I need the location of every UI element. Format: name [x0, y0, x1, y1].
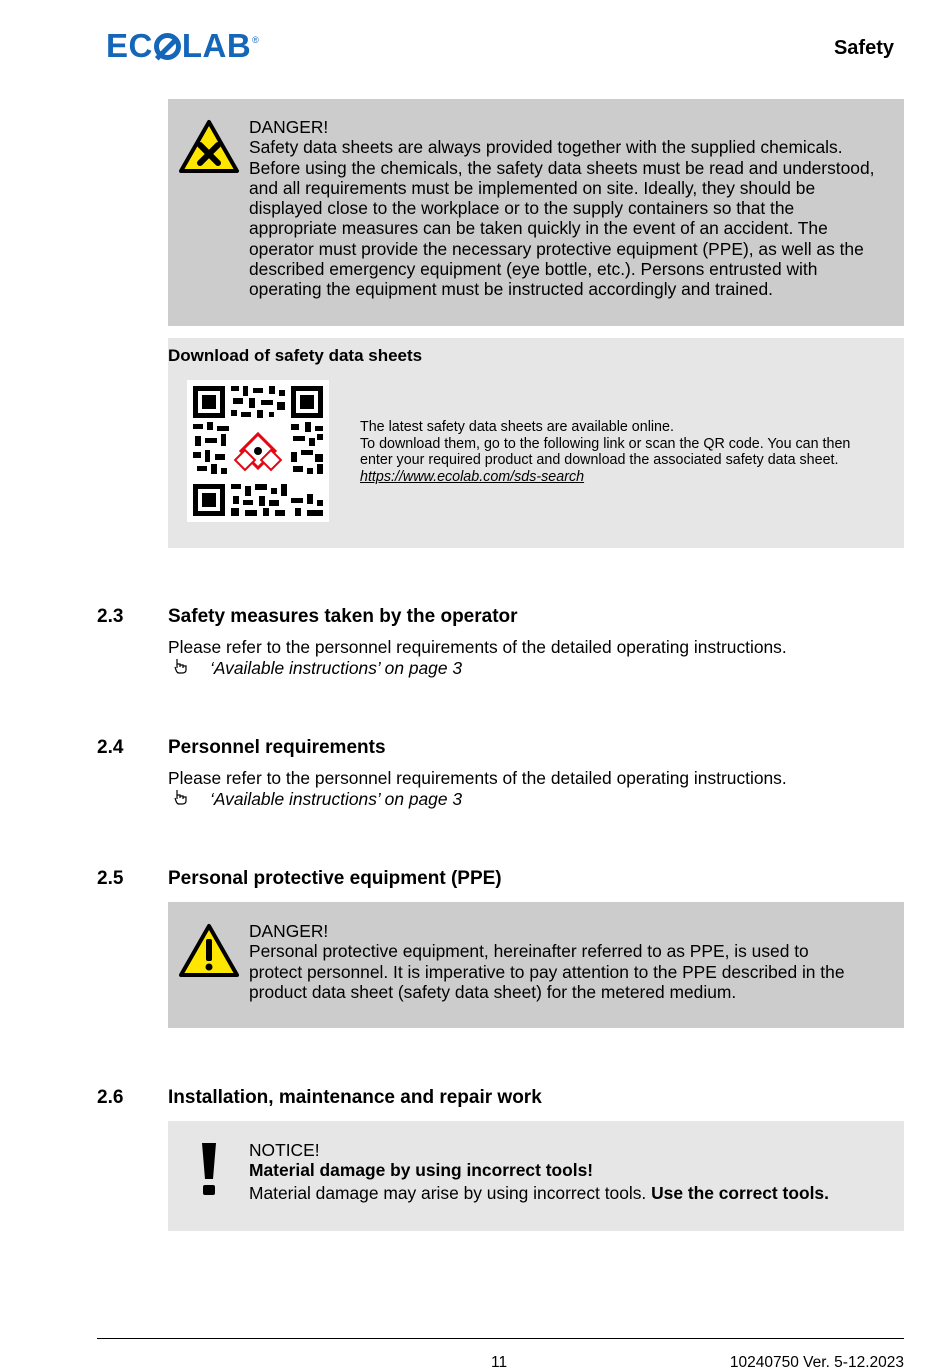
notice-body [249, 1183, 886, 1203]
section-title-2-6: Installation, maintenance and repair work [168, 1087, 542, 1108]
header-title: Safety [833, 37, 894, 59]
cross-reference-text: ‘Available instructions’ on page 3 [210, 657, 463, 678]
section-number-2-6: 2.6 [97, 1087, 124, 1108]
danger-ppe-content [249, 921, 852, 1002]
sds-download-title: Download of safety data sheets [168, 346, 423, 365]
sds-search-link[interactable]: https://www.ecolab.com/sds-search [360, 468, 585, 485]
logo-letters-lab: LAB [181, 27, 252, 64]
footer-divider [97, 1338, 904, 1339]
notice-heading: NOTICE! [249, 1140, 320, 1160]
qr-code-icon[interactable] [187, 380, 329, 522]
logo-o-symbol [154, 33, 181, 60]
notice-box [168, 1121, 904, 1231]
ecolab-logo [106, 27, 260, 64]
sds-line-1: The latest safety data sheets are available online. [360, 419, 674, 435]
danger-text: Safety data sheets are always provided together with the supplied chemicals. Before using the chemicals, the safety data sheets must be read and understood, and all requirements must be implemented on site. Ideally, they should be displayed close to the workplace or to the supply containers so that the appropriate measures can be taken quickly in the event of an accident. The operator must provide the necessary protective equipment (PPE), as well as the described emergency equipment (eye bottle, etc.). Persons entrusted with operating the equipment must be instructed accordingly and trained. [249, 137, 875, 300]
cross-reference-text: ‘Available instructions’ on page 3 [210, 788, 463, 809]
section-text: Please refer to the personnel requirements of the detailed operating instructions. [168, 768, 787, 788]
danger-heading: DANGER! [249, 117, 329, 137]
section-number-2-4: 2.4 [97, 737, 124, 758]
cross-reference-link[interactable] [168, 789, 787, 810]
notice-text: Material damage may arise by using incorrect tools. [249, 1182, 647, 1203]
cross-reference-link[interactable] [168, 658, 787, 679]
section-body-2-3 [168, 637, 787, 678]
danger-box-ppe [168, 902, 904, 1028]
danger-sds-content [249, 117, 886, 300]
danger-heading: DANGER! [249, 921, 329, 941]
notice-content [249, 1140, 886, 1203]
section-number-2-3: 2.3 [97, 606, 124, 627]
exclamation-icon [199, 1141, 219, 1197]
section-number-2-5: 2.5 [97, 868, 124, 889]
pointing-hand-icon [174, 658, 188, 679]
section-title-2-3: Safety measures taken by the operator [168, 606, 518, 627]
section-text: Please refer to the personnel requirements of the detailed operating instructions. [168, 637, 787, 657]
pointing-hand-icon [174, 789, 188, 810]
notice-action: Use the correct tools. [651, 1182, 829, 1203]
registered-mark: ® [252, 35, 260, 45]
logo-letters-ec: EC [106, 27, 153, 64]
section-body-2-4 [168, 768, 787, 809]
danger-text: Personal protective equipment, hereinafter referred to as PPE, is used to protect personnel. It is imperative to pay attention to the PPE described in the product data sheet (safety data sheet) for the metered medium. [249, 941, 845, 1002]
notice-subheading: Material damage by using incorrect tools! [249, 1160, 594, 1181]
section-title-2-4: Personnel requirements [168, 737, 386, 758]
harmful-hazard-icon [178, 119, 240, 179]
danger-box-sds [168, 99, 904, 326]
page-number: 11 [491, 1354, 508, 1370]
warning-triangle-icon [178, 923, 240, 983]
sds-download-text [360, 419, 885, 485]
sds-download-box [168, 338, 904, 548]
document-version: 10240750 Ver. 5-12.2023 [729, 1354, 904, 1370]
section-title-2-5: Personal protective equipment (PPE) [168, 868, 502, 889]
sds-line-2: To download them, go to the following link or scan the QR code. You can then enter your required product and download the associated safety data sheet. [360, 435, 851, 469]
